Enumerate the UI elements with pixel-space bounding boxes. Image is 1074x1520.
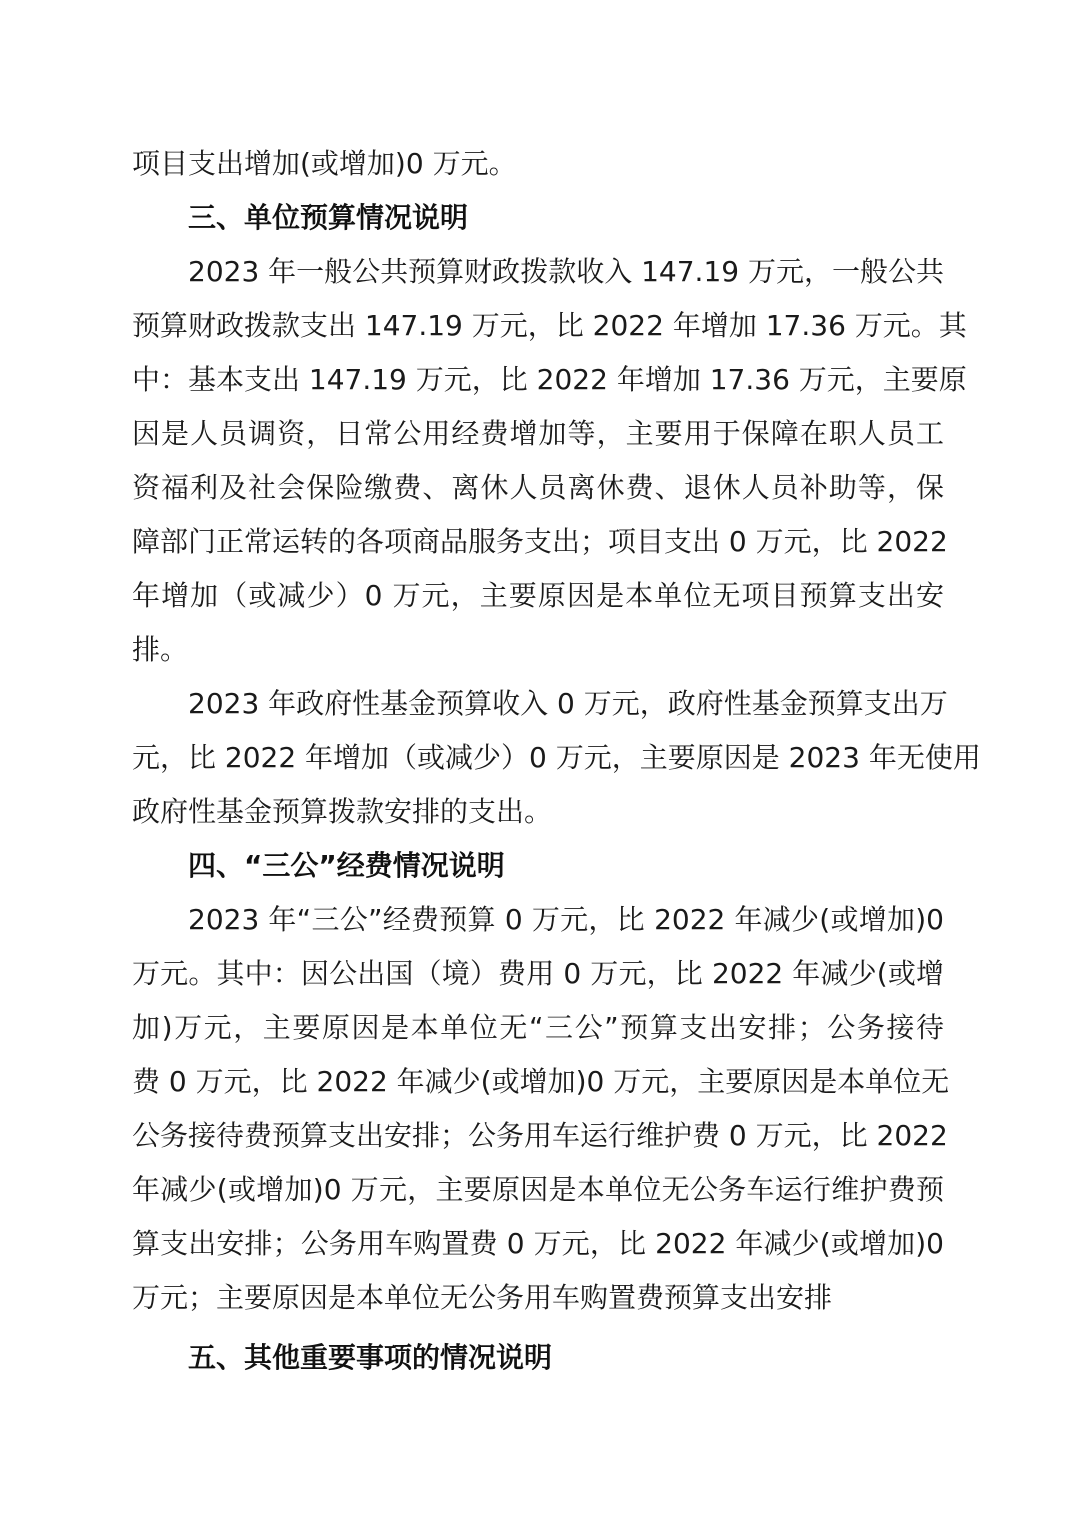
section-heading-other-matters: 五、其他重要事项的情况说明	[188, 1341, 553, 1374]
paragraph-line: 加)万元，主要原因是本单位无“三公”预算支出安排；公务接待	[132, 1011, 944, 1044]
paragraph-line: 算支出安排；公务用车购置费 0 万元，比 2022 年减少(或增加)0	[132, 1227, 944, 1260]
paragraph-line: 费 0 万元，比 2022 年减少(或增加)0 万元，主要原因是本单位无	[132, 1065, 950, 1098]
section-heading-unit-budget: 三、单位预算情况说明	[188, 201, 469, 234]
paragraph-line: 资福利及社会保险缴费、离休人员离休费、退休人员补助等，保	[132, 471, 944, 504]
paragraph-line: 公务接待费预算支出安排；公务用车运行维护费 0 万元，比 2022	[132, 1119, 948, 1152]
paragraph-line: 2023 年一般公共预算财政拨款收入 147.19 万元，一般公共	[188, 255, 944, 288]
paragraph-line: 万元；主要原因是本单位无公务用车购置费预算支出安排	[132, 1281, 833, 1314]
paragraph-line: 中：基本支出 147.19 万元，比 2022 年增加 17.36 万元，主要原	[132, 363, 967, 396]
section-heading-three-public-expenses: 四、“三公”经费情况说明	[188, 849, 505, 882]
paragraph-line: 政府性基金预算拨款安排的支出。	[132, 795, 553, 828]
paragraph-line: 预算财政拨款支出 147.19 万元，比 2022 年增加 17.36 万元。其	[132, 309, 967, 342]
paragraph-line: 2023 年“三公”经费预算 0 万元，比 2022 年减少(或增加)0	[188, 903, 944, 936]
paragraph-line: 障部门正常运转的各项商品服务支出；项目支出 0 万元，比 2022	[132, 525, 948, 558]
paragraph-line: 排。	[132, 633, 189, 666]
paragraph-line: 2023 年政府性基金预算收入 0 万元，政府性基金预算支出万	[188, 687, 948, 720]
paragraph-line: 元，比 2022 年增加（或减少）0 万元，主要原因是 2023 年无使用	[132, 741, 981, 774]
paragraph-line: 项目支出增加(或增加)0 万元。	[132, 147, 517, 180]
paragraph-line: 万元。其中：因公出国（境）费用 0 万元，比 2022 年减少(或增	[132, 957, 944, 990]
paragraph-line: 年增加（或减少）0 万元，主要原因是本单位无项目预算支出安	[132, 579, 944, 612]
paragraph-line: 因是人员调资，日常公用经费增加等，主要用于保障在职人员工	[132, 417, 944, 450]
paragraph-line: 年减少(或增加)0 万元，主要原因是本单位无公务车运行维护费预	[132, 1173, 944, 1206]
